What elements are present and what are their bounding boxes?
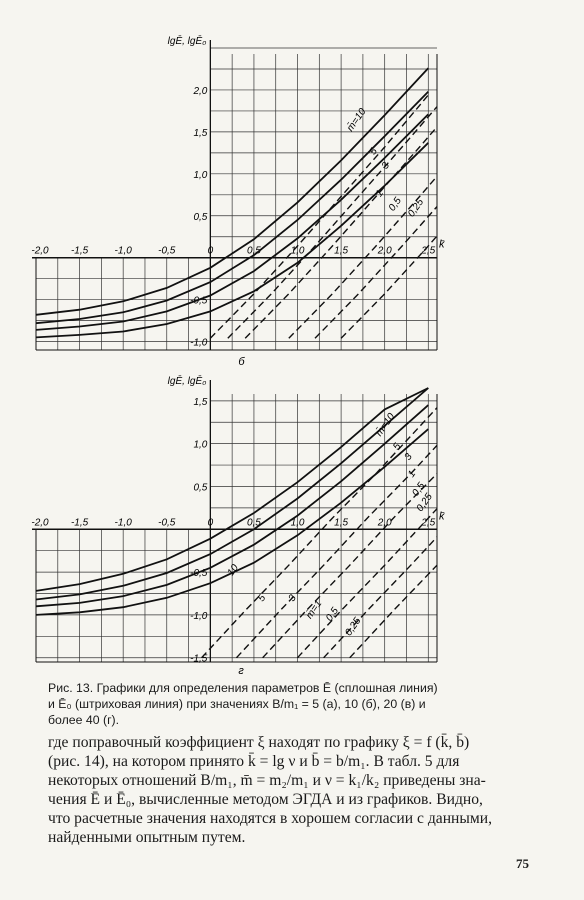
y-axis-label: lgĒ, lgĒ₀	[167, 36, 207, 47]
curve-label: 1	[373, 188, 386, 200]
x-tick-label: 2,0	[377, 245, 392, 257]
y-tick-label: -1,5	[190, 653, 208, 665]
curve-label: 3	[379, 160, 393, 172]
curve-label: m̄=10	[345, 106, 369, 134]
curve-label: 0,5	[386, 195, 404, 214]
x-tick-label: 1,0	[290, 245, 305, 257]
subfigure-label: б	[238, 356, 245, 368]
y-tick-label: 1,5	[193, 396, 208, 408]
curve-dashed-m5	[237, 445, 438, 657]
x-axis-label: k̄	[439, 510, 445, 523]
x-tick-label: 0	[207, 245, 214, 257]
curve-dashed-m5	[228, 107, 437, 339]
x-tick-label: 2,5	[421, 517, 436, 529]
x-tick-label: -1,0	[114, 245, 132, 257]
curve-label-lower: 3	[286, 592, 299, 604]
curve-label: 1	[406, 468, 419, 480]
curve-dashed-m1	[298, 509, 438, 658]
curve-label-lower: m̄=1	[304, 598, 325, 621]
body-line-1: где поправочный коэффициент ξ находят по графику ξ = f (k̄, b̄)	[48, 734, 470, 751]
y-tick-label: -1,0	[190, 337, 208, 349]
x-tick-label: -1,5	[70, 517, 89, 529]
curve-label: 5	[367, 146, 380, 158]
curve-label: 0,5	[410, 480, 428, 499]
body-line-5: что расчетные значения находятся в хорошем согласии с данными,	[48, 810, 492, 827]
body-line-2: (рис. 14), на котором принято k̄ = lg ν и b̄ = b/m₁. В табл. 5 для	[48, 753, 460, 770]
y-axis-label: lgĒ, lgĒ₀	[167, 376, 207, 387]
x-tick-label: 0,5	[246, 517, 261, 529]
x-tick-label: -2,0	[31, 517, 49, 529]
x-tick-label: 1,5	[334, 245, 349, 257]
curve-label: m̄=10	[373, 411, 398, 439]
x-tick-label: -0,5	[158, 517, 176, 529]
caption-line-2: и Ē₀ (штриховая линия) при значениях B/m₁ = 5 (а), 10 (б), 20 (в) и	[48, 697, 426, 711]
y-tick-label: 1,0	[193, 439, 208, 451]
y-tick-label: -0,5	[190, 568, 208, 580]
chart-panel-г	[31, 375, 445, 677]
body-line-4: чения Ē и Ē₀, вычисленные методом ЭГДА и из графиков. Видно,	[48, 791, 483, 808]
curve-dashed-m0,5	[324, 537, 437, 658]
x-tick-label: 1,5	[334, 517, 349, 529]
curve-label-lower: 5	[256, 592, 269, 604]
y-tick-label: 0,5	[193, 482, 208, 494]
x-tick-label: 2,5	[421, 245, 436, 257]
x-tick-label: 1,0	[290, 517, 305, 529]
figure-caption	[48, 680, 548, 728]
curve-label-lower: 0,25	[343, 615, 364, 639]
caption-line-3: более 40 (г).	[48, 713, 120, 727]
y-tick-label: 1,0	[193, 169, 208, 181]
curve-label-lower: 0,5	[324, 605, 342, 624]
y-tick-label: 0,5	[193, 211, 208, 223]
curve-dashed-m0,5	[315, 207, 437, 339]
x-tick-label: -0,5	[158, 245, 176, 257]
body-line-6: найденными опытным путем.	[48, 829, 246, 846]
x-tick-label: -1,0	[114, 517, 132, 529]
caption-line-1: Рис. 13. Графики для определения параметров Ē (сплошная линия)	[48, 681, 438, 695]
x-tick-label: -1,5	[70, 245, 89, 257]
page-number: 75	[516, 856, 529, 871]
curve-label: 0,25	[406, 196, 427, 220]
x-tick-label: 0,5	[246, 245, 261, 257]
body-paragraph	[48, 733, 554, 847]
curve-label: 5	[391, 441, 404, 453]
x-axis-label: k̄	[439, 238, 445, 251]
x-tick-label: -2,0	[31, 245, 49, 257]
y-tick-label: 1,5	[193, 127, 208, 139]
x-tick-label: 2,0	[377, 517, 392, 529]
chart-panel-б	[31, 35, 445, 368]
y-tick-label: -1,0	[190, 610, 208, 622]
x-tick-label: 0	[207, 517, 214, 529]
curve-label-lower: 10	[225, 562, 241, 579]
y-tick-label: 2,0	[193, 85, 208, 97]
curve-label: 3	[402, 451, 415, 463]
curve-label: 0,25	[414, 491, 435, 514]
body-line-3: некоторых отношений B/m₁, m̄ = m₂/m₁ и ν = k₁/k₂ приведены зна-	[48, 772, 486, 789]
y-tick-label: -0,5	[190, 295, 208, 307]
subfigure-label: г	[238, 665, 244, 677]
